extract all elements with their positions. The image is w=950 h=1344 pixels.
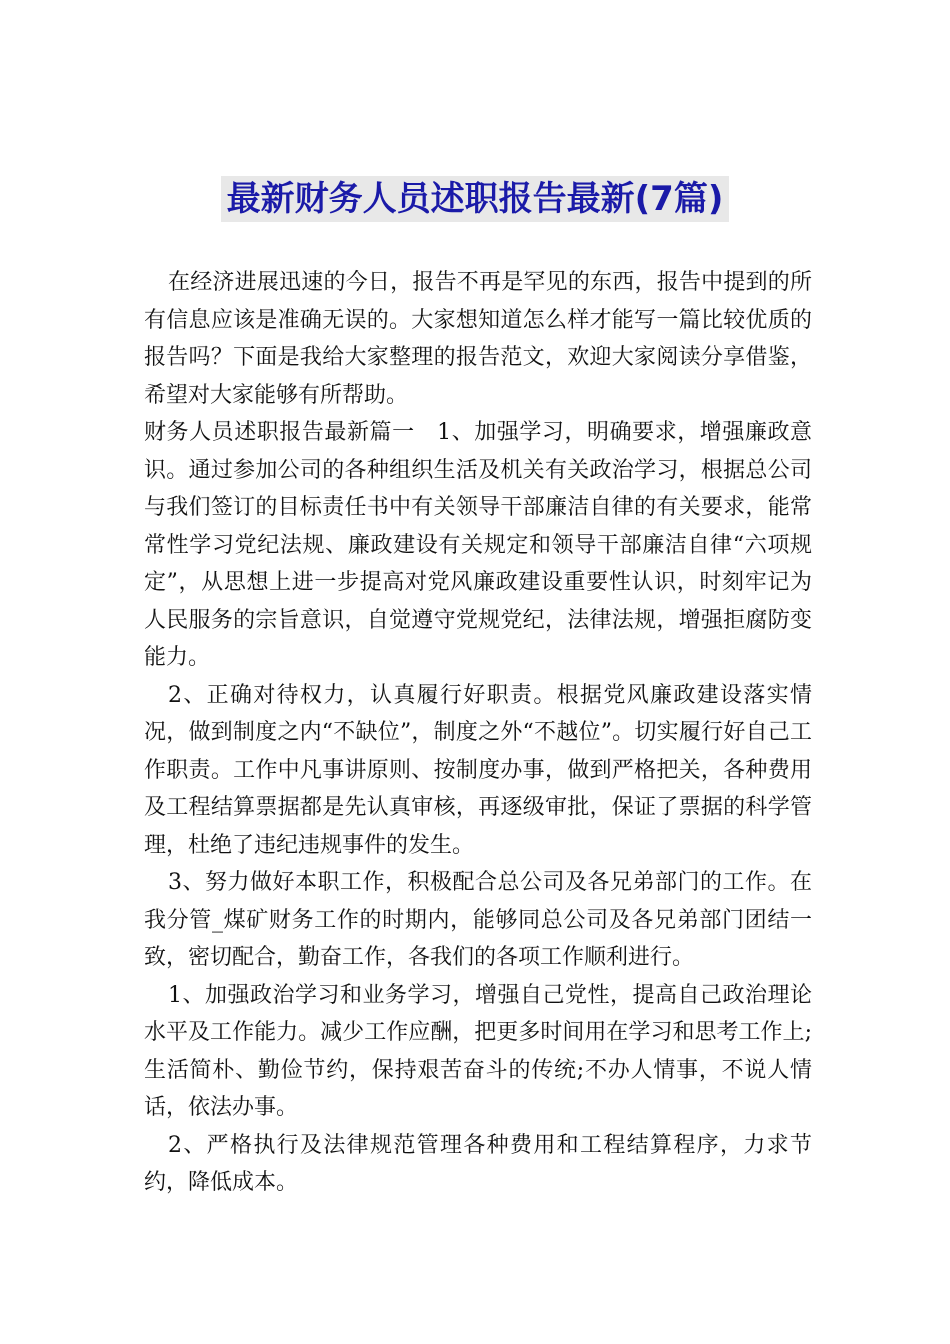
paragraph-item-1b: 1、加强政治学习和业务学习，增强自己党性，提高自己政治理论水平及工作能力。减少工作应酬，把更多时间用在学习和思考工作上;生活简朴、勤俭节约，保持艰苦奋斗的传统;不办人情事，不说人情话，依法办事。	[144, 982, 812, 1120]
document-body	[144, 264, 812, 1202]
document-title: 最新财务人员述职报告最新(7篇)	[221, 176, 730, 222]
paragraph-section-one: 财务人员述职报告最新篇一 1、加强学习，明确要求，增强廉政意识。通过参加公司的各种组织生活及机关有关政治学习，根据总公司与我们签订的目标责任书中有关领导干部廉洁自律的有关要求，能常常性学习党纪法规、廉政建设有关规定和领导干部廉洁自律“六项规定”，从思想上进一步提高对党风廉政建设重要性认识，时刻牢记为人民服务的宗旨意识，自觉遵守党规党纪，法律法规，增强拒腐防变能力。	[144, 420, 812, 670]
paragraph-item-2: 2、正确对待权力，认真履行好职责。根据党风廉政建设落实情况，做到制度之内“不缺位”，制度之外“不越位”。切实履行好自己工作职责。工作中凡事讲原则、按制度办事，做到严格把关，各种费用及工程结算票据都是先认真审核，再逐级审批，保证了票据的科学管理，杜绝了违纪违规事件的发生。	[144, 682, 812, 858]
paragraph-intro: 在经济进展迅速的今日，报告不再是罕见的东西，报告中提到的所有信息应该是准确无误的。大家想知道怎么样才能写一篇比较优质的报告吗？下面是我给大家整理的报告范文，欢迎大家阅读分享借鉴，希望对大家能够有所帮助。	[144, 270, 812, 408]
paragraph-item-2b: 2、严格执行及法律规范管理各种费用和工程结算程序，力求节约，降低成本。	[144, 1132, 812, 1195]
title-container	[0, 176, 950, 222]
paragraph-item-3: 3、努力做好本职工作，积极配合总公司及各兄弟部门的工作。在我分管_煤矿财务工作的时期内，能够同总公司及各兄弟部门团结一致，密切配合，勤奋工作，各我们的各项工作顺利进行。	[144, 870, 812, 970]
